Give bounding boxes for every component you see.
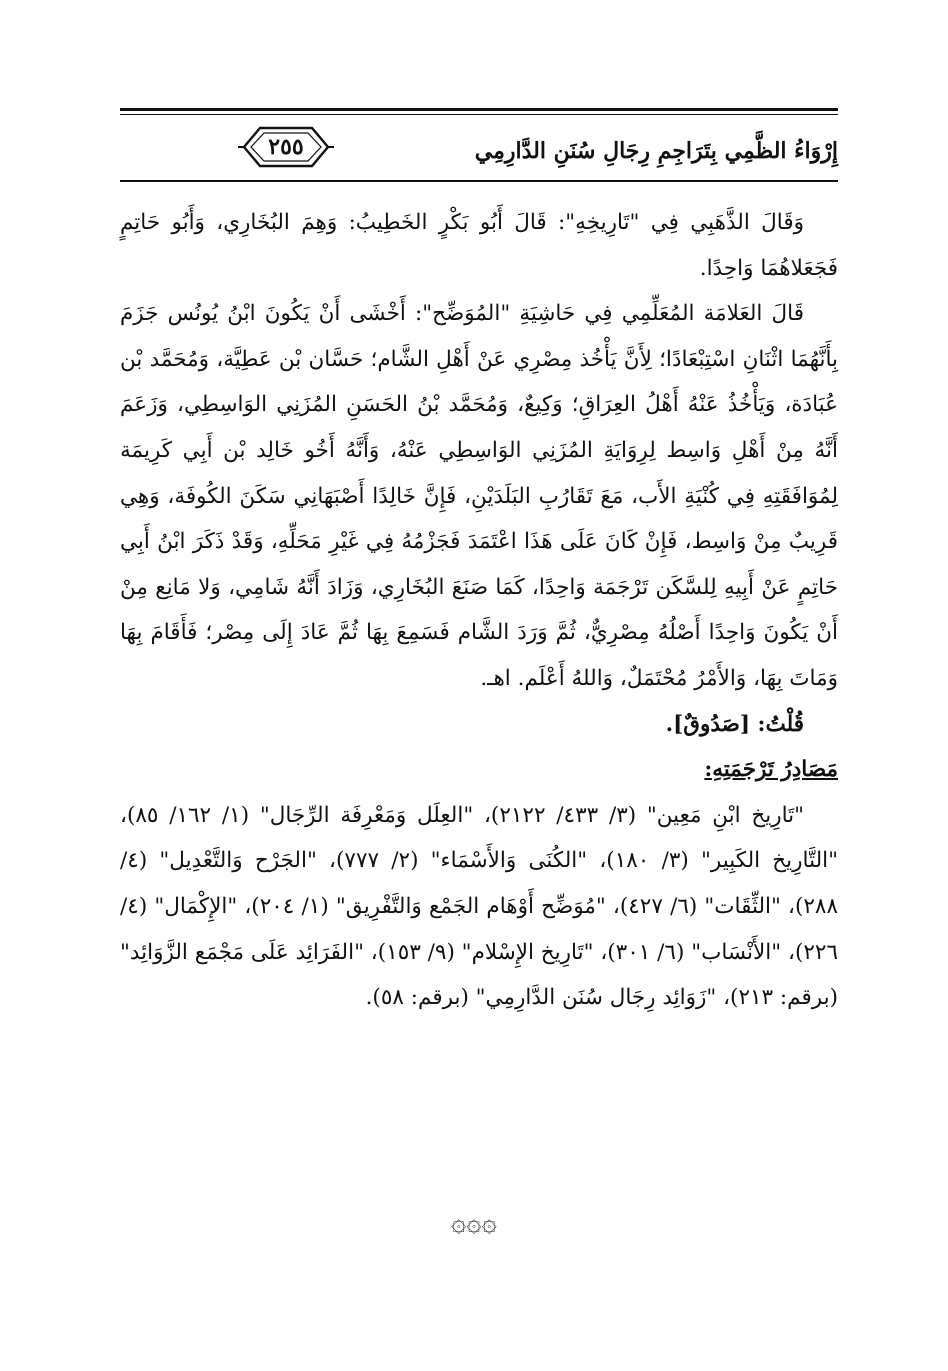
paragraph-muallimi: قَالَ العَلامَة المُعَلِّمِي فِي حَاشِيَةِ "المُوَضِّح": أَخْشَى أَنْ يَكُونَ ابْنُ يُونُس جَزَمَ بِأَنَّهُمَا اثْنَانِ اسْتِبْعَادًا؛ لِأَنَّ يَأْخُذ مِصْرِي عَنْ أَهْلِ الشَّام؛ حَسَّان بْن عَطِيَّة، وَمُحَمَّد بْن عُبَادَة، وَيَأْخُذُ عَنْهُ أَهْلُ العِرَاقِ؛ وَكِيعٌ، وَمُحَمَّد بْنُ الحَسَنِ المُزَنِي الوَاسِطِي، وَزَعَمَ أَنَّهُ مِنْ أَهْلِ وَاسِط لِرِوَايَةِ المُزَنِي الوَاسِطِي عَنْهُ، وَأَنَّهُ أَخُو خَالِد بْن أَبِي كَرِيمَة لِمُوَافَقَتِهِ فِي كُنْيَةِ الأَب، مَعَ تَقَارُبِ البَلَدَيْنِ، فَإِنَّ خَالِدًا أَصْبَهَانِي سَكَنَ الكُوفَة، وَهِي قَرِيبٌ مِنْ وَاسِط، فَإِنْ كَانَ عَلَى هَذَا اعْتَمَدَ فَجَزْمُهُ فِي غَيْرِ مَحَلِّهِ، وَقَدْ ذَكَرَ ابْنُ أَبِي حَاتِمٍ عَنْ أَبِيهِ لِلسَّكَن تَرْجَمَة وَاحِدًا، كَمَا صَنَعَ البُخَارِي، وَزَادَ أَنَّهُ شَامِي، وَلا مَانِع مِنْ أَنْ يَكُونَ وَاحِدًا أَصْلُهُ مِصْرِيٌّ، ثُمَّ وَرَدَ الشَّام فَسَمِعَ بِهَا ثُمَّ عَادَ إِلَى مِصْر؛ فَأَقَامَ بِهَا وَمَاتَ بِهَا، وَالأَمْرُ مُحْتَمَلٌ، وَاللهُ أَعْلَم. اهـ. [120, 301, 838, 691]
header-rule-bottom [120, 180, 838, 182]
page-number: ٢٥٥ [268, 134, 304, 160]
page-header [120, 108, 838, 190]
verdict: قُلْتُ: [صَدُوقٌ]. [665, 711, 804, 737]
header-rule-top [120, 108, 838, 111]
sources-heading: مَصَادِرُ تَرْجَمَتِهِ: [704, 757, 838, 783]
book-title: إِرْوَاءُ الظَّمِي بِتَرَاجِمِ رِجَالِ سُنَنِ الدَّارِمِي [474, 138, 838, 164]
sources-list: "تَارِيخ ابْنِ مَعِين" (٣/ ٤٣٣/ ٢١٢٢)، "العِلَل وَمَعْرِفَة الرِّجَال" (١/ ١٦٢/ ٨٥)، "التَّارِيخ الكَبِير" (٣/ ١٨٠)، "الكُنَى وَالأَسْمَاء" (٢/ ٧٧٧)، "الجَرْح وَالتَّعْدِيل" (٤/ ٢٨٨)، "الثِّقَات" (٦/ ٤٢٧)، "مُوَضِّح أَوْهَام الجَمْع وَالتَّفْرِيق" (١/ ٢٠٤)، "الإِكْمَال" (٤/ ٢٢٦)، "الأَنْسَاب" (٦/ ٣٠١)، "تَارِيخ الإِسْلام" (٩/ ١٥٣)، "الفَرَائِد عَلَى مَجْمَع الزَّوَائِد" (برقم: ٢١٣)، "زَوَائِد رِجَال سُنَن الدَّارِمِي" (برقم: ٥٨). [120, 802, 839, 1011]
paragraph-dhahabi: وَقَالَ الذَّهَبِي فِي "تَارِيخِهِ": قَالَ أَبُو بَكْرٍ الخَطِيبُ: وَهِمَ البُخَارِي، وَأَبُو حَاتِمٍ فَجَعَلاهُمَا وَاحِدًا. [120, 210, 838, 281]
section-end-ornament: ۞۞۞ [451, 1208, 497, 1238]
page-content [120, 200, 838, 1021]
page-number-badge [238, 122, 334, 172]
header-rule-top-thin [120, 114, 838, 115]
